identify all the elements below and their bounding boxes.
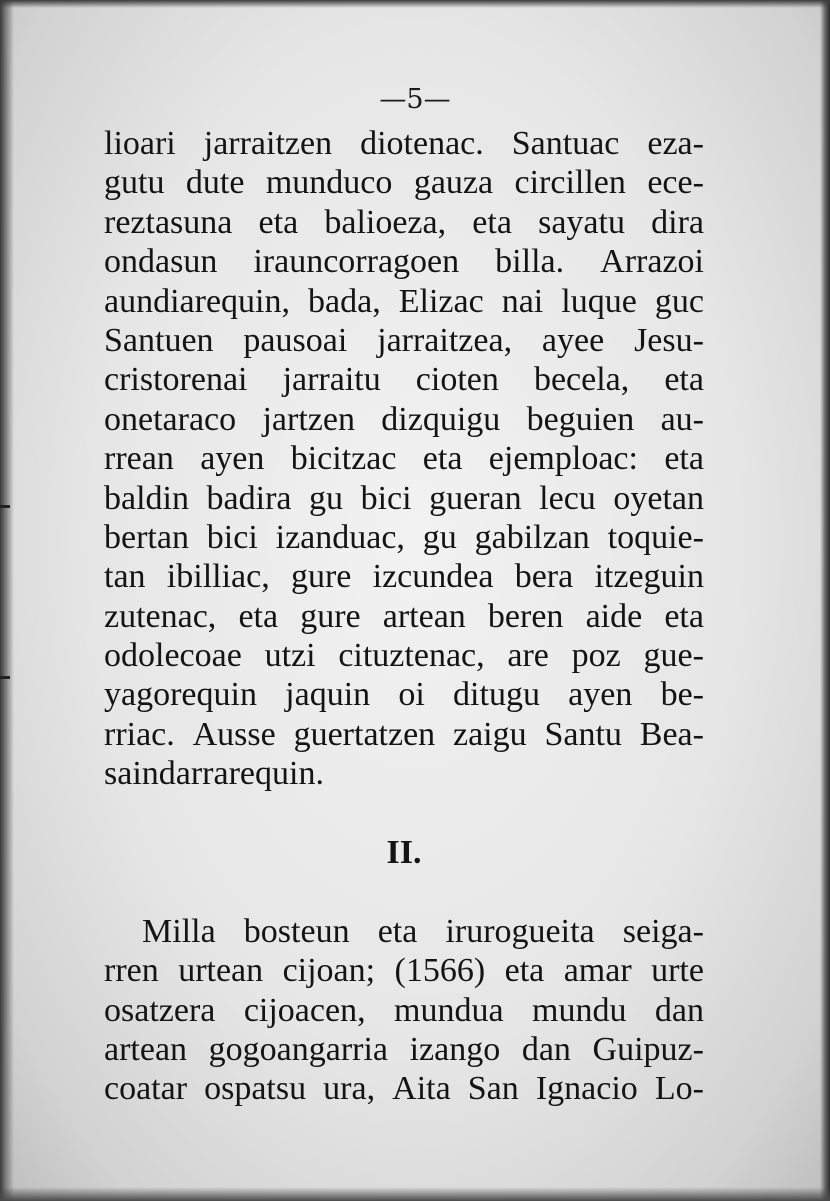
word: jarraitu [282, 361, 381, 399]
word: Bea- [639, 715, 704, 753]
word: nai [501, 282, 544, 320]
word: artean [382, 597, 466, 635]
word: are [507, 637, 549, 675]
word: Milla [142, 912, 216, 950]
word: au- [660, 400, 704, 438]
word: bici [206, 518, 258, 556]
page-edge-bottom [0, 1187, 830, 1201]
word: Arrazoi [600, 243, 704, 281]
word: beguien [526, 400, 635, 438]
word: toquie- [607, 518, 704, 556]
word: eta [472, 203, 512, 241]
word: bosteun [243, 912, 350, 950]
word: bada, [308, 282, 381, 320]
word: (1566) [394, 952, 486, 990]
word: balioeza, [324, 203, 447, 241]
word: becela, [533, 361, 630, 399]
word: gabilzan [474, 518, 590, 556]
word: lioari [104, 125, 176, 162]
word: beren [487, 597, 564, 635]
word: eta [258, 203, 299, 241]
word: tan [104, 558, 146, 596]
text-line [104, 754, 704, 793]
word: osatzera [104, 991, 216, 1029]
word: bici [360, 479, 412, 517]
word: aide [585, 597, 643, 635]
binding-mark [0, 505, 10, 508]
text-line [104, 163, 704, 202]
word: Santuac [511, 125, 620, 162]
page-edge-left [0, 0, 14, 1201]
word: gu [309, 479, 344, 517]
word: ospatsu [204, 1070, 307, 1108]
word: seiga- [622, 912, 704, 950]
word: dute [185, 164, 245, 202]
section-heading-text: II. [386, 834, 422, 872]
text-line [104, 360, 704, 399]
word: ditugu [453, 676, 540, 714]
word: Lo- [654, 1070, 704, 1108]
word: cristorenai [104, 361, 248, 399]
word: mundua [394, 991, 504, 1029]
word: zutenac, [104, 597, 217, 635]
text-line [104, 321, 704, 360]
word: pausoai [243, 321, 348, 359]
word: izcundea [372, 558, 494, 596]
paragraph-2 [104, 951, 704, 1109]
word: Ignacio [535, 1070, 638, 1108]
word: rriac. [104, 715, 175, 753]
word: lecu [539, 479, 596, 517]
word: gutu [104, 164, 165, 202]
word: cioten [415, 361, 499, 399]
word: yagorequin [104, 676, 257, 714]
word: aundiarequin, [104, 282, 290, 320]
word: poz [571, 637, 621, 675]
text-line [104, 479, 704, 518]
word: Jesu- [634, 321, 704, 359]
word: mundu [532, 991, 627, 1029]
word: dira [651, 203, 704, 241]
word: ura, [323, 1070, 376, 1108]
word: ece- [647, 164, 704, 202]
word: baldin [104, 479, 189, 517]
text-line [104, 282, 704, 321]
word: eta [664, 597, 704, 635]
word: bertan [104, 518, 189, 556]
word: eta [664, 440, 704, 478]
word: utzi [264, 637, 316, 675]
word: saindarrarequin. [104, 755, 324, 793]
word: izanduac, [275, 518, 405, 556]
text-line [104, 912, 704, 951]
word: Ausse [192, 715, 276, 753]
section-heading [104, 833, 704, 872]
word: irauncorragoen [253, 243, 460, 281]
word: jartzen [262, 400, 355, 438]
word: Elizac [398, 282, 484, 320]
word: billa. [495, 243, 565, 281]
word: izango [409, 1030, 501, 1068]
word: bera [514, 558, 574, 596]
word: irurogueita [445, 912, 595, 950]
word: ibilliac, [166, 558, 270, 596]
word: dan [654, 991, 704, 1029]
word: guertatzen [293, 715, 436, 753]
word: dizquigu [381, 400, 501, 438]
word: onetaraco [104, 400, 237, 438]
text-line [104, 400, 704, 439]
text-line [104, 1069, 704, 1108]
word: ayen [568, 676, 633, 714]
word: coatar [104, 1070, 188, 1108]
word: gu [422, 518, 457, 556]
word: gure [300, 597, 361, 635]
word: gueran [429, 479, 522, 517]
word: ayen [200, 440, 265, 478]
paragraph-1 [104, 124, 704, 754]
word: cituztenac, [338, 637, 485, 675]
text-line [104, 439, 704, 478]
text-line [104, 1030, 704, 1069]
word: reztasuna [104, 203, 233, 241]
text-line [104, 597, 704, 636]
word: luque [561, 282, 637, 320]
word: amar [563, 952, 632, 990]
word: sayatu [538, 203, 625, 241]
word: bicitzac [290, 440, 397, 478]
word: Aita [392, 1070, 451, 1108]
word: Santuen [104, 321, 214, 359]
word: gue- [643, 637, 704, 675]
word: oi [398, 676, 425, 714]
text-line [104, 203, 704, 242]
word: munduco [265, 164, 393, 202]
word: jarraitzea, [377, 321, 513, 359]
word: urtean [178, 952, 264, 990]
page-edge-right [820, 0, 830, 1201]
page-body [104, 124, 704, 1109]
word: odolecoae [104, 637, 242, 675]
text-line [104, 242, 704, 281]
page-number: —5— [379, 84, 451, 115]
text-line [104, 124, 704, 163]
word: be- [660, 676, 704, 714]
word: oyetan [613, 479, 704, 517]
text-line [104, 557, 704, 596]
text-line [104, 636, 704, 675]
word: artean [104, 1030, 188, 1068]
text-line [104, 991, 704, 1030]
word: gauza [413, 164, 494, 202]
word: cijoan; [282, 952, 376, 990]
word: guc [654, 282, 704, 320]
word: jaquin [285, 676, 371, 714]
word: Santu [544, 715, 622, 753]
word: dan [521, 1030, 571, 1068]
text-line [104, 715, 704, 754]
binding-mark [0, 676, 10, 679]
word: urte [651, 952, 704, 990]
word: eta [422, 440, 463, 478]
word: eta [664, 361, 704, 399]
word: ejemploac: [488, 440, 638, 478]
word: rrean [104, 440, 174, 478]
text-line [104, 675, 704, 714]
word: zaigu [453, 715, 527, 753]
word: gogoangarria [208, 1030, 389, 1068]
word: cijoacen, [243, 991, 366, 1029]
word: ondasun [104, 243, 218, 281]
page-edge-top [0, 0, 830, 8]
text-line [104, 518, 704, 557]
word: jarraitzen [203, 125, 333, 162]
word: circillen [514, 164, 626, 202]
word: eta [377, 912, 418, 950]
word: Guipuz- [592, 1030, 704, 1068]
word: ayee [541, 321, 605, 359]
word: eza- [647, 125, 704, 162]
word: diotenac. [360, 125, 484, 162]
word: badira [206, 479, 292, 517]
text-line [104, 951, 704, 990]
word: rren [104, 952, 159, 990]
word: eta [504, 952, 545, 990]
word: eta [238, 597, 279, 635]
word: San [467, 1070, 519, 1108]
word: gure [290, 558, 352, 596]
word: itzeguin [594, 558, 704, 596]
